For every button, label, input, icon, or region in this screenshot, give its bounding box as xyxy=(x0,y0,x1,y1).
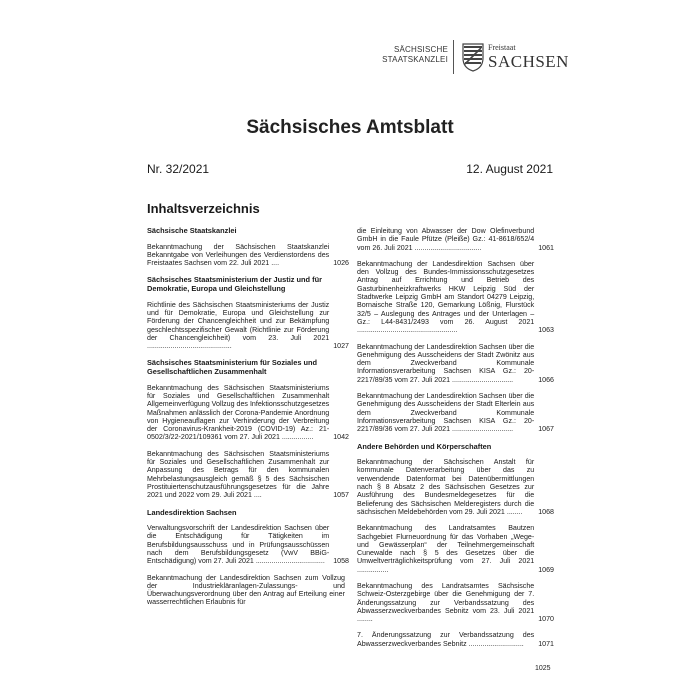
toc-entry-page: 1058 xyxy=(333,557,349,566)
toc-entry-page: 1067 xyxy=(538,425,554,434)
toc-entry-page: 1042 xyxy=(333,433,349,442)
toc-entry-text: Bekanntmachung der Sächsischen Staatskanzlei Bekanntgabe von Verleihungen des Verdienstordens des Freistaates Sachsen vom 22. Juli 2021 .... xyxy=(147,242,330,268)
issue-date: 12. August 2021 xyxy=(466,162,553,176)
toc-section-heading: Andere Behörden und Körperschaften xyxy=(357,441,492,451)
toc-entry-text: Bekanntmachung der Landesdirektion Sachsen über die Genehmigung des Ausscheidens der Stadt Elterlein aus dem Zweckverband Kommunale Informationsverarbeitung Sachsen KISA Gz.: 20-2217/89/36 vom 27. Juli 2021 ............................... xyxy=(357,392,535,434)
brand-small: Freistaat xyxy=(488,43,516,52)
toc-entry-text: Bekanntmachung des Sächsischen Staatsministeriums für Soziales und Gesellschaftlichen Zusammenhalt zur Anpassung des Betrags für den kommunalen Mehrbelastungsausgleich gemäß § 5 des Sächsischen Prostituiertenschutzausführungsgesetzes für die Jahre 2021 und 2022 vom 29. Juli 2021 .... xyxy=(147,449,330,500)
document-title: Sächsisches Amtsblatt xyxy=(246,117,454,138)
toc-entry-page: 1026 xyxy=(333,259,349,268)
toc-entry[interactable] xyxy=(147,301,349,351)
issuer-line-1: SÄCHSISCHE xyxy=(393,45,448,54)
issue-number: Nr. 32/2021 xyxy=(147,162,210,176)
header-divider xyxy=(453,40,454,74)
toc-entry-text: Richtlinie des Sächsischen Staatsministeriums der Justiz und für Demokratie, Europa und Gleichstellung zur Förderung der Chancengleichheit und zur Bekämpfung geschlechtsspezifischer Gewalt (Richtlinie zur Förderung der Chancengleichheit) vom 23. Juli 2021 ........................................... xyxy=(147,300,330,351)
toc-entry[interactable] xyxy=(357,524,554,574)
toc-entry-text: Bekanntmachung des Landratsamtes Sächsische Schweiz-Osterzgebirge über die Genehmigung der 7. Änderungssatzung zur Verbandssatzung des Abwasserzweckverbandes Sebnitz vom 23. Juli 2021 ........ xyxy=(357,581,535,624)
toc-entry-page: 1061 xyxy=(538,243,554,252)
toc-entry[interactable] xyxy=(147,243,349,268)
toc-entry[interactable] xyxy=(357,582,554,623)
toc-entry-page: 1071 xyxy=(538,639,554,648)
toc-heading: Inhaltsverzeichnis xyxy=(147,201,260,216)
toc-entry-text: Bekanntmachung der Sächsischen Anstalt für kommunale Datenverarbeitung über das zu verwendende Datenformat bei Datenübermittlungen nach § 8 Absatz 2 des Sächsischen Gesetzes zur Ausführung des Bundesmeldegesetzes für die Belieferung des Sächsischen Melderegisters durch die sächsischen Meldebehörden vom 29. Juli 2021 ........ xyxy=(357,458,535,516)
issuer-line-2: STAATSKANZLEI xyxy=(382,55,448,64)
toc-entry-text: Bekanntmachung der Landesdirektion Sachsen zum Vollzug der Industriekläranlagen-Zulassungs- und Überwachungsverordnung über den Antrag auf Erteilung einer wasserrechtlichen Erlaubnis für xyxy=(147,573,345,607)
toc-entry-text: Bekanntmachung der Landesdirektion Sachsen über die Genehmigung des Ausscheidens der Stadt Zwönitz aus dem Zweckverband Kommunale Informationsverarbeitung Sachsen KISA Gz.: 20-2217/89/35 vom 27. Juli 2021 ............................... xyxy=(357,342,535,384)
toc-entry[interactable] xyxy=(357,458,554,516)
toc-entry-page: 1063 xyxy=(538,326,554,335)
toc-entry-page: 1027 xyxy=(333,342,349,351)
toc-entry-text: 7. Änderungssatzung zur Verbandssatzung des Abwasserzweckverbandes Sebnitz ............................ xyxy=(357,631,535,648)
toc-entry-text: Verwaltungsvorschrift der Landesdirektion Sachsen über die Entschädigung für Tätigkeiten im Berufsbildungsausschuss und in Prüfungsausschüssen nach dem Berufsbildungsgesetz (VwV BBiG-Entschädigung) vom 27. Juli 2021 ................................... xyxy=(147,524,330,566)
issuer-logo-text xyxy=(380,45,448,65)
toc-entry[interactable] xyxy=(357,343,554,384)
toc-right-column xyxy=(357,227,554,656)
toc-entry-text: Bekanntmachung des Landratsamtes Bautzen Sachgebiet Flurneuordnung für das Vorhaben „Wege- und Gewässerplan“ der Teilnehmergemeinschaft Cunewalde nach § 5 des Gesetzes über die Umweltverträglichkeitsprüfung vom 27. Juli 2021 ................ xyxy=(357,524,535,574)
toc-entry[interactable] xyxy=(147,384,349,442)
toc-entry-page: 1070 xyxy=(538,615,554,624)
toc-entry-page: 1066 xyxy=(538,375,554,384)
toc-entry-page: 1068 xyxy=(538,507,554,516)
toc-section-heading: Sächsische Staatskanzlei xyxy=(147,226,237,235)
toc-entry[interactable] xyxy=(357,227,554,252)
toc-section-heading: Sächsisches Staatsministerium der Justiz und für Demokratie, Europa und Gleichstellung xyxy=(147,275,322,294)
toc-entry-text: Bekanntmachung der Landesdirektion Sachsen über den Vollzug des Bundes-Immissionsschutzgesetzes Antrag auf Errichtung und Betrieb des Gasturbinenheizkraftwerks HKW Leipzig Süd der Stadtwerke Leipzig GmbH am Standort 04279 Leipzig, Bornaische Straße 120, Gemarkung Lößnig, Flurstück 32/5 – Auslegung des Antrages und der Unterlagen – Gz.: L44-8431/2493 vom 26. August 2021 ................................................... xyxy=(357,259,535,335)
coat-of-arms-icon xyxy=(461,42,485,72)
page-number: 1025 xyxy=(535,665,551,672)
toc-entry-page: 1069 xyxy=(538,565,554,574)
toc-entry-text: Bekanntmachung des Sächsischen Staatsministeriums für Soziales und Gesellschaftlichen Zusammenhalt Allgemeinverfügung Vollzug des Infektionsschutzgesetzes Maßnahmen anlässlich der Corona-Pandemie Anordnung von Hygieneauflagen zur Verhinderung der Verbreitung der Coronavirus-Krankheit-2019 (COVID-19) Az.: 21-0502/3/22-2021/109361 vom 27. Juli 2021 ................ xyxy=(147,383,330,442)
toc-section-heading: Sächsisches Staatsministerium für Soziales und Gesellschaftlichen Zusammenhalt xyxy=(147,358,318,377)
toc-entry[interactable] xyxy=(357,260,554,335)
toc-entry[interactable] xyxy=(147,574,349,607)
toc-entry-text: die Einleitung von Abwasser der Dow Olefinverbund GmbH in die Faule Pfütze (Pleiße) Gz.: 41-8618/652/4 vom 26. Juli 2021 .................................. xyxy=(357,227,535,252)
toc-entry-page: 1057 xyxy=(333,491,349,500)
toc-entry[interactable] xyxy=(147,524,349,565)
brand-logo xyxy=(488,44,569,70)
brand-big: SACHSEN xyxy=(488,52,569,71)
toc-left-column xyxy=(147,227,349,615)
toc-entry[interactable] xyxy=(357,392,554,433)
toc-entry[interactable] xyxy=(357,631,554,648)
toc-entry[interactable] xyxy=(147,450,349,500)
toc-section-heading: Landesdirektion Sachsen xyxy=(147,507,237,517)
